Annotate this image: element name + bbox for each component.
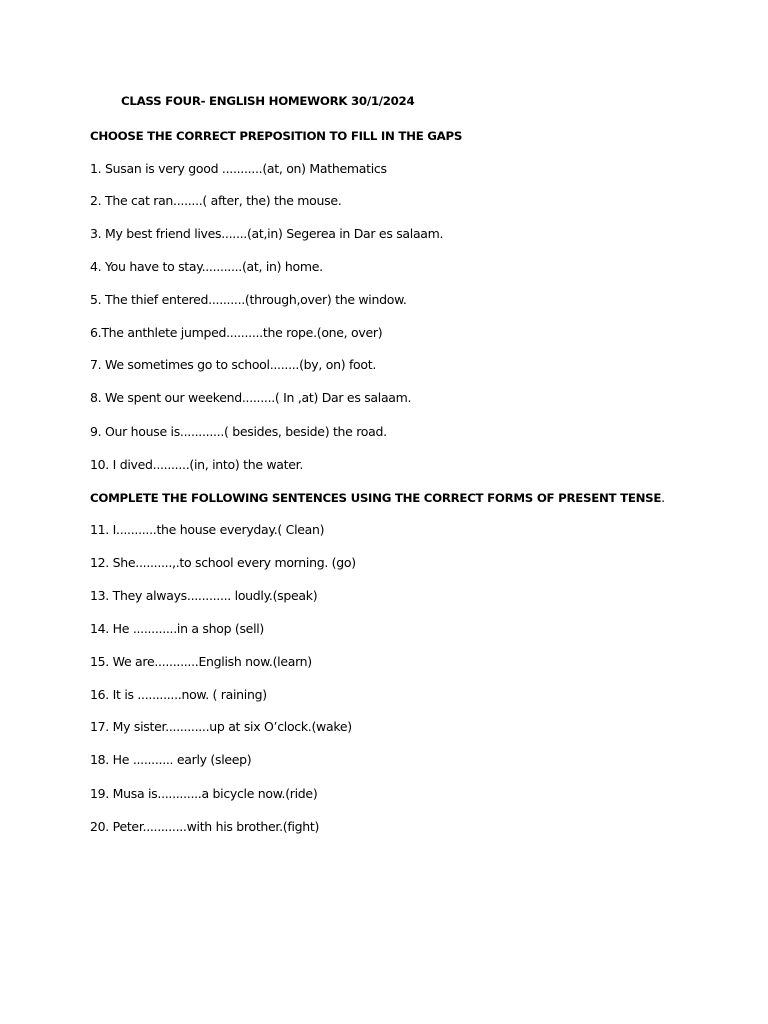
question-10: 10. I dived..........(in, into) the water.: [90, 457, 304, 472]
question-8: 8. We spent our weekend.........( In ,at) Dar es salaam.: [90, 390, 412, 405]
question-17: 17. My sister............up at six O’clock.(wake): [90, 719, 352, 734]
question-12: 12. She..........,.to school every morning. (go): [90, 555, 356, 570]
question-2: 2. The cat ran........( after, the) the mouse.: [90, 193, 342, 208]
question-7: 7. We sometimes go to school........(by, on) foot.: [90, 357, 377, 372]
section-heading-text: COMPLETE THE FOLLOWING SENTENCES USING THE CORRECT FORMS OF PRESENT TENSE: [90, 491, 662, 505]
question-3: 3. My best friend lives.......(at,in) Segerea in Dar es salaam.: [90, 226, 444, 241]
question-5: 5. The thief entered..........(through,over) the window.: [90, 292, 407, 307]
question-4: 4. You have to stay...........(at, in) home.: [90, 259, 323, 274]
section-heading-prepositions: CHOOSE THE CORRECT PREPOSITION TO FILL IN THE GAPS: [90, 129, 463, 143]
question-20: 20. Peter............with his brother.(fight): [90, 819, 320, 834]
question-11: 11. I...........the house everyday.( Clean): [90, 522, 325, 537]
question-18: 18. He ........... early (sleep): [90, 752, 252, 767]
question-14: 14. He ............in a shop (sell): [90, 621, 264, 636]
question-16: 16. It is ............now. ( raining): [90, 687, 267, 702]
question-9: 9. Our house is............( besides, beside) the road.: [90, 424, 387, 439]
section-heading-present-tense: [90, 490, 665, 506]
question-19: 19. Musa is............a bicycle now.(ride): [90, 786, 318, 801]
section-heading-period: .: [661, 490, 665, 505]
question-1: 1. Susan is very good ...........(at, on) Mathematics: [90, 161, 387, 176]
document-title: CLASS FOUR- ENGLISH HOMEWORK 30/1/2024: [121, 94, 415, 108]
question-6: 6.The anthlete jumped..........the rope.(one, over): [90, 325, 383, 340]
question-15: 15. We are............English now.(learn): [90, 654, 312, 669]
question-13: 13. They always............ loudly.(speak): [90, 588, 318, 603]
